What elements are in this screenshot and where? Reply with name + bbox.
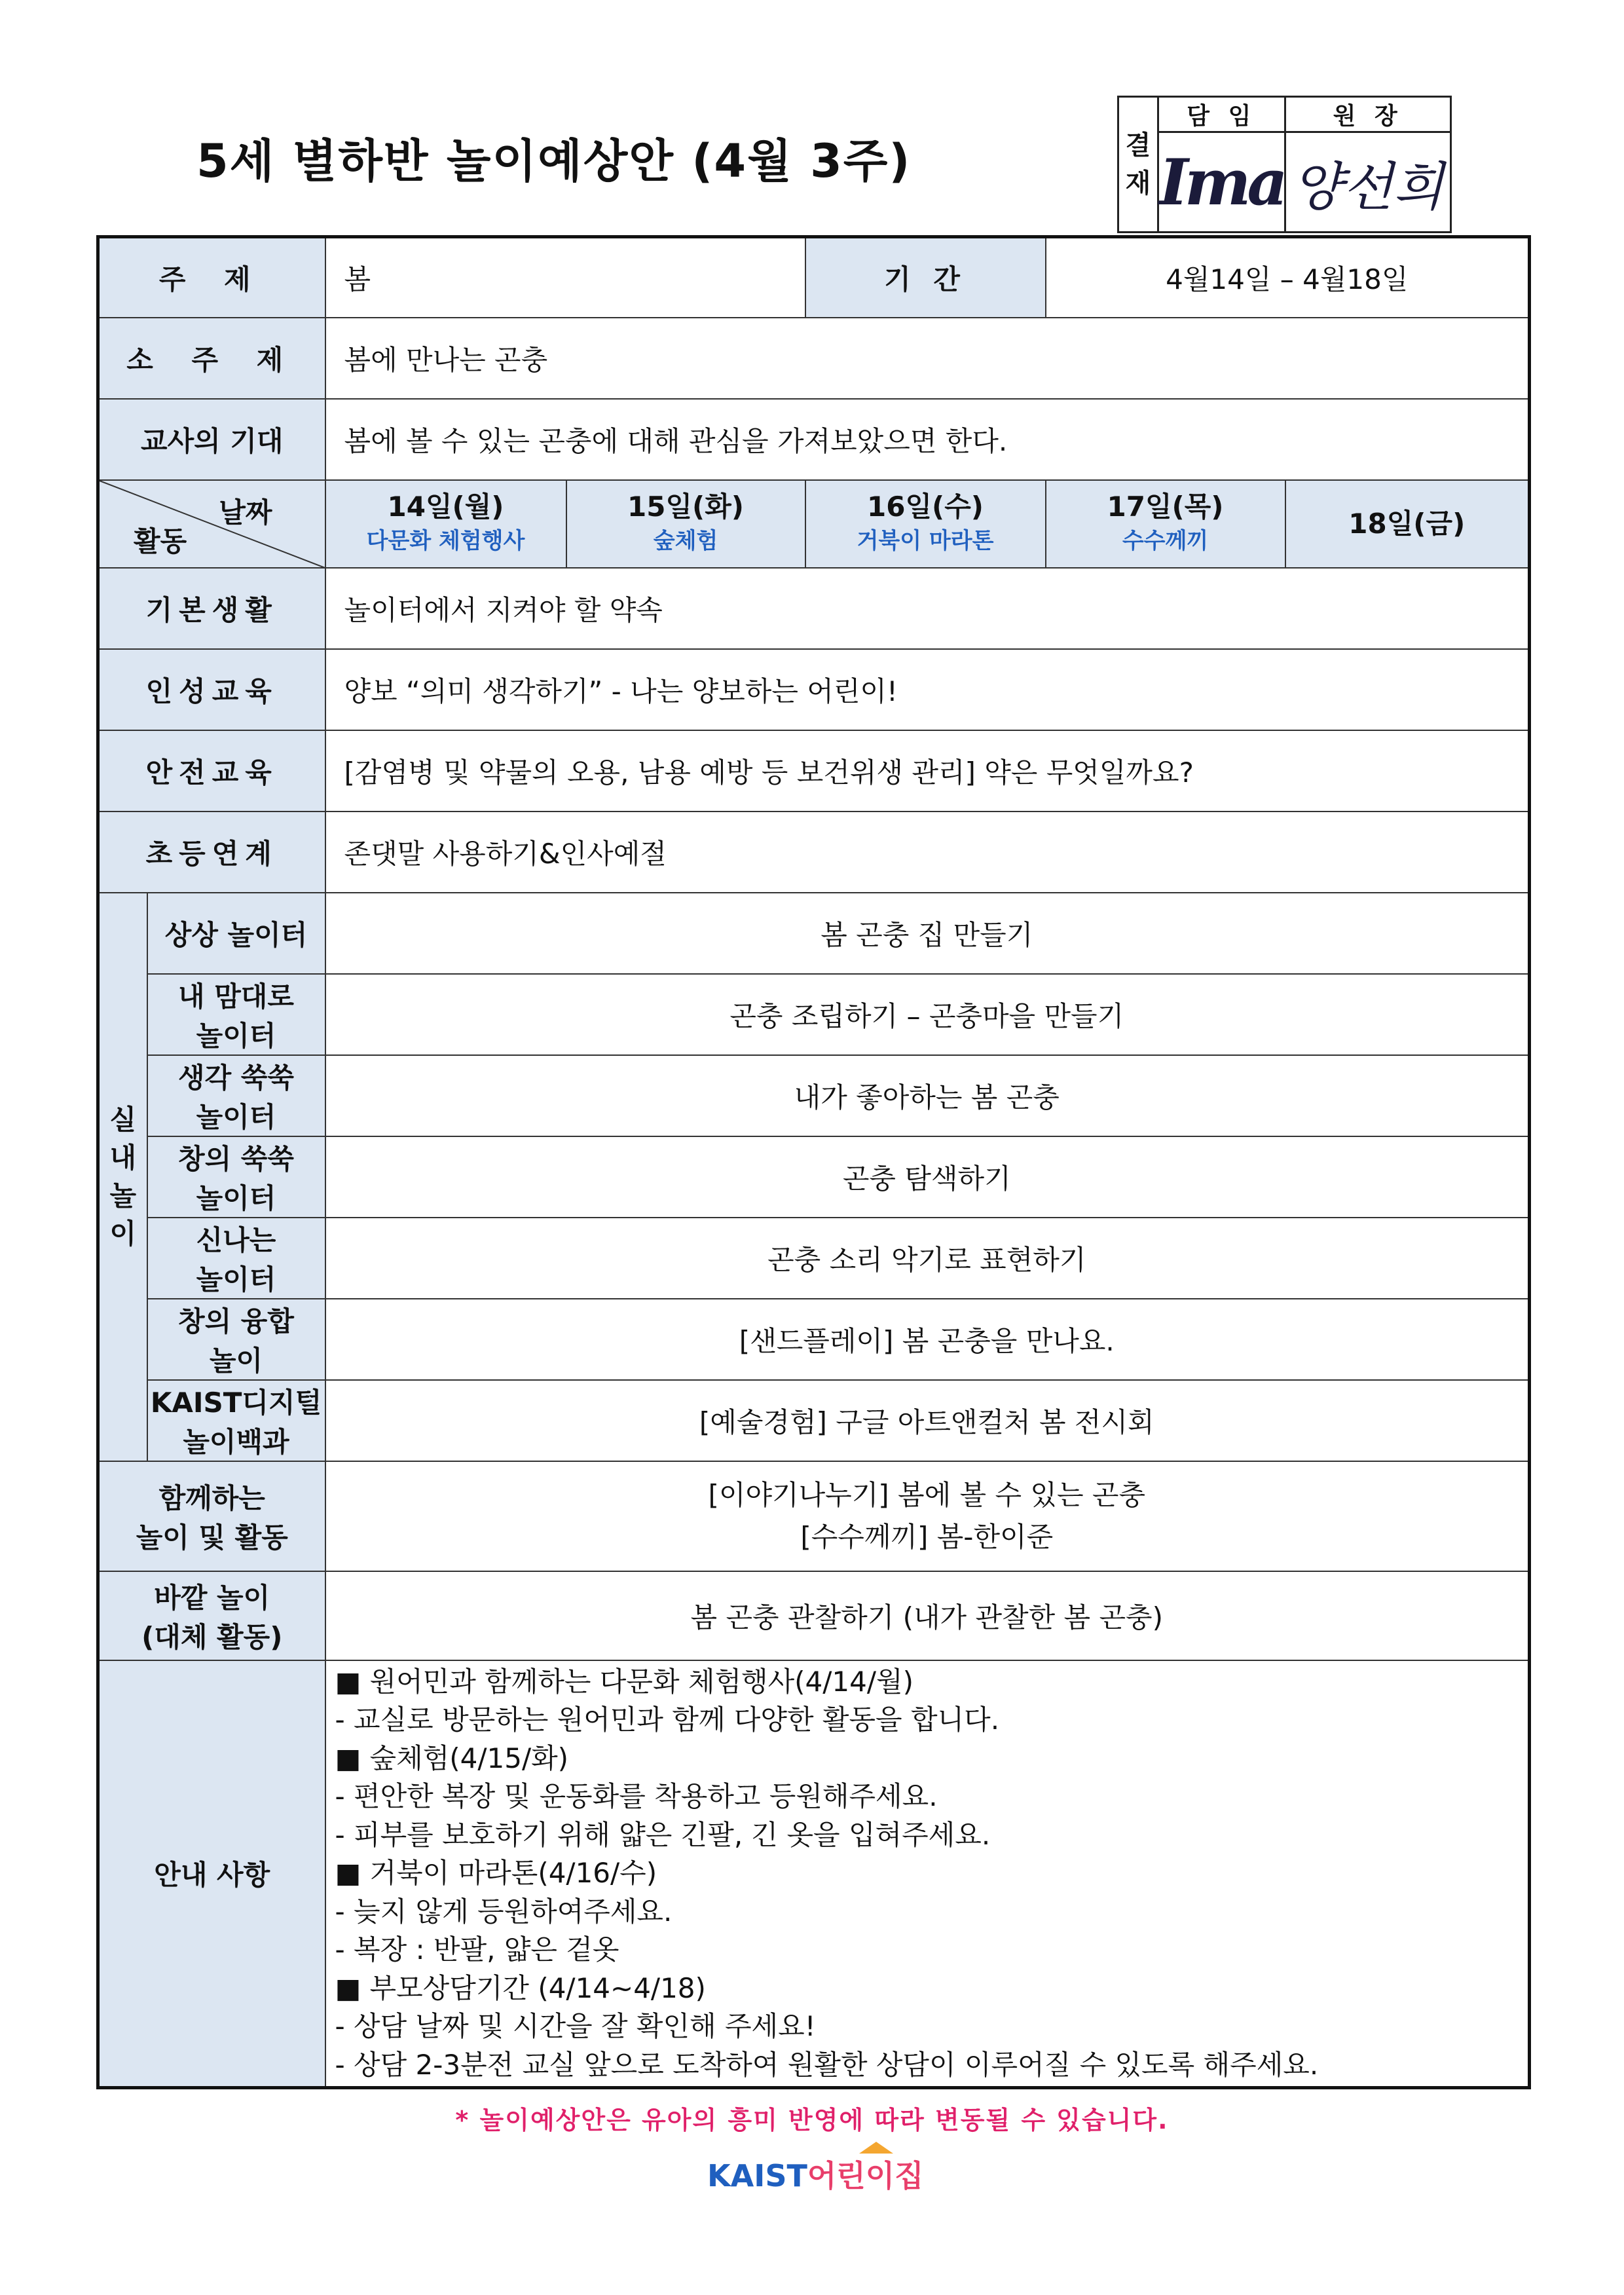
basic-life-value: 놀이터에서 지켜야 할 약속 (325, 568, 1530, 649)
indoor-row-5 (98, 1218, 1530, 1299)
character-label: 인성교육 (98, 649, 325, 730)
footnote: * 놀이예상안은 유아의 흥미 반영에 따라 변동될 수 있습니다. (455, 2106, 1169, 2135)
expectation-row (98, 399, 1530, 480)
house-roof-icon (859, 2142, 893, 2154)
basic-life-row (98, 568, 1530, 649)
indoor-value-4: 곤충 탐색하기 (325, 1136, 1530, 1218)
indoor-value-3: 내가 좋아하는 봄 곤충 (325, 1055, 1530, 1136)
indoor-row-2 (98, 974, 1530, 1055)
safety-label: 안전교육 (98, 730, 325, 812)
expectation-label: 교사의 기대 (98, 399, 325, 480)
indoor-row-7 (98, 1380, 1530, 1461)
indoor-value-6: [샌드플레이] 봄 곤충을 만나요. (325, 1299, 1530, 1380)
indoor-row-6 (98, 1299, 1530, 1380)
outdoor-label: 바깥 놀이 (대체 활동) (98, 1571, 325, 1660)
basic-life-label: 기본생활 (98, 568, 325, 649)
director-signature: 양선희 (1285, 132, 1450, 233)
period-label: 기 간 (805, 237, 1046, 318)
subtheme-row (98, 318, 1530, 399)
notice-line: - 피부를 보호하기 위해 얇은 긴팔, 긴 옷을 입혀주세요. (335, 1818, 991, 1851)
theme-label: 주 제 (98, 237, 325, 318)
safety-value: [감염병 및 약물의 오용, 남용 예방 등 보건위생 관리] 약은 무엇일까요? (325, 730, 1530, 812)
expectation-value: 봄에 볼 수 있는 곤충에 대해 관심을 가져보았으면 한다. (325, 399, 1530, 480)
indoor-label-2: 내 맘대로 놀이터 (147, 974, 325, 1055)
character-value: 양보 “의미 생각하기” - 나는 양보하는 어린이! (325, 649, 1530, 730)
theme-value: 봄 (325, 237, 805, 318)
outdoor-row (98, 1571, 1530, 1660)
subtheme-value: 봄에 만나는 곤충 (325, 318, 1530, 399)
notice-line: - 늦지 않게 등원하여주세요. (335, 1895, 673, 1928)
approval-box (1117, 96, 1452, 233)
notice-list (325, 1660, 1530, 2088)
kaist-kindergarten-logo: KAIST어린이집 (707, 2152, 917, 2198)
notice-row (98, 1660, 1530, 2088)
together-value: [이야기나누기] 봄에 볼 수 있는 곤충 [수수께끼] 봄-한이준 (325, 1461, 1530, 1571)
safety-row (98, 730, 1530, 812)
indoor-label-7: KAIST디지털 놀이백과 (147, 1380, 325, 1461)
day-col-1: 14일(월) 다문화 체험행사 (325, 480, 566, 568)
indoor-value-5: 곤충 소리 악기로 표현하기 (325, 1218, 1530, 1299)
notice-line: - 상담 날짜 및 시간을 잘 확인해 주세요! (335, 2010, 816, 2042)
page-title: 5세 별하반 놀이예상안 (4월 3주) (196, 134, 912, 188)
subtheme-label: 소 주 제 (98, 318, 325, 399)
together-label: 함께하는 놀이 및 활동 (98, 1461, 325, 1571)
indoor-label-3: 생각 쑥쑥 놀이터 (147, 1055, 325, 1136)
approval-teacher-header: 담 임 (1158, 97, 1285, 132)
teacher-signature: Ima (1158, 132, 1285, 233)
dates-row (98, 480, 1530, 568)
indoor-label-5: 신나는 놀이터 (147, 1218, 325, 1299)
day-col-5: 18일(금) (1285, 480, 1530, 568)
notice-line: - 복장 : 반팔, 얇은 겉옷 (335, 1933, 619, 1966)
notice-line: - 편안한 복장 및 운동화를 착용하고 등원해주세요. (335, 1780, 938, 1812)
notice-line: ■ 원어민과 함께하는 다문화 체험행사(4/14/월) (335, 1665, 913, 1698)
notice-line: - 교실로 방문하는 원어민과 함께 다양한 활동을 합니다. (335, 1704, 1000, 1736)
day-col-4: 17일(목) 수수께끼 (1046, 480, 1285, 568)
character-row (98, 649, 1530, 730)
elementary-label: 초등연계 (98, 812, 325, 893)
notice-line: ■ 거북이 마라톤(4/16/수) (335, 1857, 657, 1889)
notice-line: - 상담 2-3분전 교실 앞으로 도착하여 원활한 상담이 이루어질 수 있도록 해주세요. (335, 2048, 1319, 2081)
elementary-row (98, 812, 1530, 893)
indoor-label-1: 상상 놀이터 (147, 893, 325, 974)
day-col-2: 15일(화) 숲체험 (566, 480, 805, 568)
elementary-value: 존댓말 사용하기&인사예절 (325, 812, 1530, 893)
indoor-value-7: [예술경험] 구글 아트앤컬처 봄 전시회 (325, 1380, 1530, 1461)
together-row (98, 1461, 1530, 1571)
theme-row (98, 237, 1530, 318)
indoor-value-2: 곤충 조립하기 – 곤충마을 만들기 (325, 974, 1530, 1055)
period-value: 4월14일 – 4월18일 (1046, 237, 1530, 318)
notice-line: ■ 숲체험(4/15/화) (335, 1742, 569, 1774)
indoor-row-4 (98, 1136, 1530, 1218)
indoor-row-3 (98, 1055, 1530, 1136)
indoor-value-1: 봄 곤충 집 만들기 (325, 893, 1530, 974)
approval-label: 결 재 (1118, 97, 1158, 233)
indoor-play-label: 실 내 놀 이 (98, 893, 147, 1461)
approval-director-header: 원 장 (1285, 97, 1450, 132)
plan-table (96, 235, 1531, 2089)
date-activity-header: 날짜 활동 (98, 480, 325, 568)
indoor-label-4: 창의 쑥쑥 놀이터 (147, 1136, 325, 1218)
day-col-3: 16일(수) 거북이 마라톤 (805, 480, 1046, 568)
indoor-row-1 (98, 893, 1530, 974)
outdoor-value: 봄 곤충 관찰하기 (내가 관찰한 봄 곤충) (325, 1571, 1530, 1660)
notice-line: ■ 부모상담기간 (4/14~4/18) (335, 1971, 706, 2004)
notice-label: 안내 사항 (98, 1660, 325, 2088)
indoor-label-6: 창의 융합 놀이 (147, 1299, 325, 1380)
